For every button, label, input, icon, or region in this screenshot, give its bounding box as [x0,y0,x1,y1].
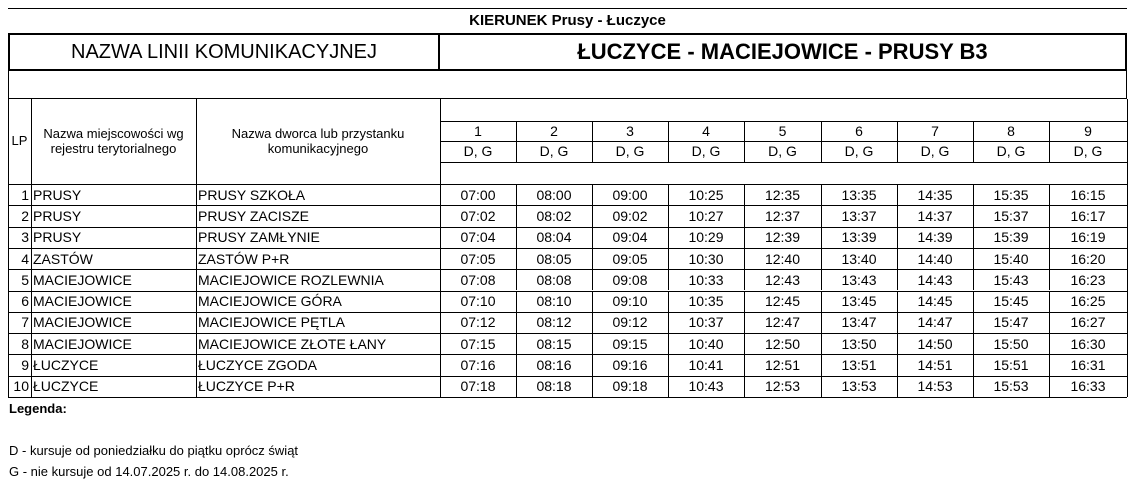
course-number: 4 [702,122,710,139]
departure-time: 13:43 [841,271,877,288]
header-lp: LP [11,133,28,149]
row-lp: 1 [21,186,29,203]
grid-line [8,397,1127,398]
row-stop: MACIEJOWICE PĘTLA [198,314,346,331]
row-locality: PRUSY [33,186,82,203]
departure-time: 09:12 [612,314,648,331]
row-lp: 4 [21,250,29,267]
departure-time: 10:25 [688,186,724,203]
departure-time: 15:39 [993,229,1029,246]
departure-time: 07:15 [460,335,496,352]
course-number: 5 [778,122,787,139]
row-stop: PRUSY SZKOŁA [198,186,306,203]
line-name-value: ŁUCZYCE - MACIEJOWICE - PRUSY B3 [577,39,988,65]
grid-line [440,162,1127,163]
departure-time: 08:18 [536,378,572,395]
course-number: 1 [474,122,482,139]
departure-time: 10:41 [688,357,724,374]
header-stop: Nazwa dworca lub przystanku komunikacyjnego [231,125,405,156]
course-days: D, G [615,143,645,160]
departure-time: 12:39 [764,229,801,246]
departure-time: 10:43 [688,378,724,395]
departure-time: 07:10 [460,293,496,310]
course-number: 3 [626,122,634,139]
course-days: D, G [768,143,797,160]
departure-time: 10:30 [688,250,724,267]
departure-time: 10:33 [688,271,724,288]
departure-time: 09:02 [612,207,648,224]
departure-time: 07:00 [460,186,496,203]
departure-time: 07:08 [460,271,496,288]
departure-time: 08:10 [536,293,572,310]
course-number: 9 [1084,122,1092,139]
departure-time: 12:53 [764,378,801,395]
departure-time: 12:40 [764,250,801,267]
departure-time: 15:53 [993,378,1029,395]
row-lp: 3 [21,229,29,246]
departure-time: 08:02 [536,207,572,224]
departure-time: 14:47 [917,314,953,331]
course-days: D, G [539,143,569,160]
departure-time: 12:43 [764,271,801,288]
row-stop: PRUSY ZAMŁYNIE [198,229,320,246]
course-days: D, G [691,143,721,160]
row-locality: MACIEJOWICE [33,271,132,288]
course-days: D, G [996,143,1026,160]
departure-time: 16:27 [1070,314,1106,331]
departure-time: 14:35 [917,186,953,203]
departure-time: 14:39 [917,229,953,246]
departure-time: 13:51 [841,357,877,374]
departure-time: 13:53 [841,378,877,395]
row-lp: 2 [21,207,29,224]
departure-time: 10:29 [688,229,724,246]
row-lp: 10 [13,378,29,395]
departure-time: 07:05 [460,250,496,267]
departure-time: 07:02 [460,207,496,224]
departure-time: 16:30 [1070,335,1106,352]
departure-time: 12:51 [764,357,801,374]
row-locality: PRUSY [33,229,82,246]
departure-time: 16:15 [1070,186,1106,203]
row-stop: MACIEJOWICE GÓRA [198,293,342,310]
row-locality: ZASTÓW [33,250,93,267]
row-locality: PRUSY [33,207,82,224]
departure-time: 09:15 [612,335,648,352]
row-stop: ZASTÓW P+R [198,250,290,267]
departure-time: 13:39 [841,229,877,246]
departure-time: 16:23 [1070,271,1106,288]
legend-item-d: D - kursuje od poniedziałku do piątku oprócz świąt [9,443,299,458]
departure-time: 15:47 [993,314,1029,331]
course-days: D, G [463,143,493,160]
course-number: 8 [1007,122,1015,139]
departure-time: 15:50 [993,335,1029,352]
line-name-label: NAZWA LINII KOMUNIKACYJNEJ [71,40,377,63]
departure-time: 15:45 [993,293,1029,310]
departure-time: 07:12 [460,314,496,331]
departure-time: 12:45 [764,293,801,310]
departure-time: 08:04 [536,229,572,246]
departure-time: 16:19 [1070,229,1106,246]
departure-time: 08:15 [536,335,572,352]
course-days: D, G [920,143,950,160]
departure-time: 16:31 [1070,357,1106,374]
departure-time: 10:40 [688,335,724,352]
row-stop: MACIEJOWICE ZŁOTE ŁANY [198,335,387,352]
row-locality: ŁUCZYCE [33,357,99,374]
row-stop: ŁUCZYCE ZGODA [198,357,318,374]
departure-time: 09:16 [612,357,648,374]
course-days: D, G [844,143,874,160]
departure-time: 12:35 [764,186,801,203]
row-lp: 8 [21,335,29,352]
departure-time: 13:50 [841,335,877,352]
grid-line [1127,99,1128,397]
departure-time: 13:45 [841,293,877,310]
departure-time: 07:16 [460,357,496,374]
departure-time: 14:43 [917,271,953,288]
row-stop: ŁUCZYCE P+R [198,378,295,395]
departure-time: 15:43 [993,271,1029,288]
row-lp: 7 [21,314,29,331]
departure-time: 14:50 [917,335,953,352]
departure-time: 16:33 [1070,378,1106,395]
row-locality: MACIEJOWICE [33,335,132,352]
legend-item-g: G - nie kursuje od 14.07.2025 r. do 14.08.2025 r. [9,464,289,479]
departure-time: 15:35 [993,186,1029,203]
departure-time: 09:04 [612,229,648,246]
departure-time: 15:37 [993,207,1029,224]
departure-time: 08:16 [536,357,572,374]
departure-time: 10:37 [688,314,724,331]
departure-time: 09:08 [612,271,648,288]
departure-time: 16:17 [1070,207,1106,224]
header-locality: Nazwa miejscowości wg rejestru terytorialnego [43,125,184,156]
row-locality: MACIEJOWICE [33,293,132,310]
departure-time: 12:47 [764,314,801,331]
departure-time: 08:05 [536,250,572,267]
departure-time: 12:37 [764,207,801,224]
row-locality: ŁUCZYCE [33,378,99,395]
departure-time: 16:20 [1070,250,1106,267]
direction-title: KIERUNEK Prusy - Łuczyce [469,12,666,30]
departure-time: 08:08 [536,271,572,288]
departure-time: 08:12 [536,314,572,331]
departure-time: 15:40 [993,250,1029,267]
row-lp: 9 [21,357,29,374]
departure-time: 10:27 [688,207,724,224]
legend-title: Legenda: [9,401,67,416]
departure-time: 09:10 [612,293,648,310]
departure-time: 09:05 [612,250,648,267]
row-locality: MACIEJOWICE [33,314,132,331]
departure-time: 09:18 [612,378,648,395]
departure-time: 13:40 [841,250,877,267]
departure-time: 07:04 [460,229,496,246]
departure-time: 08:00 [536,186,572,203]
departure-time: 16:25 [1070,293,1106,310]
departure-time: 14:40 [917,250,953,267]
departure-time: 15:51 [993,357,1029,374]
departure-time: 09:00 [612,186,648,203]
course-days: D, G [1073,143,1103,160]
course-number: 2 [550,122,558,139]
departure-time: 12:50 [764,335,801,352]
course-number: 6 [855,122,863,139]
departure-time: 14:37 [917,207,953,224]
row-lp: 6 [21,293,29,310]
row-stop: PRUSY ZACISZE [198,207,309,224]
course-number: 7 [931,122,939,139]
departure-time: 07:18 [460,378,496,395]
departure-time: 13:47 [841,314,877,331]
departure-time: 14:45 [917,293,953,310]
row-stop: MACIEJOWICE ROZLEWNIA [198,271,384,288]
departure-time: 13:35 [841,186,877,203]
departure-time: 10:35 [688,293,724,310]
departure-time: 13:37 [841,207,877,224]
departure-time: 14:53 [917,378,953,395]
departure-time: 14:51 [917,357,953,374]
row-lp: 5 [21,271,29,288]
